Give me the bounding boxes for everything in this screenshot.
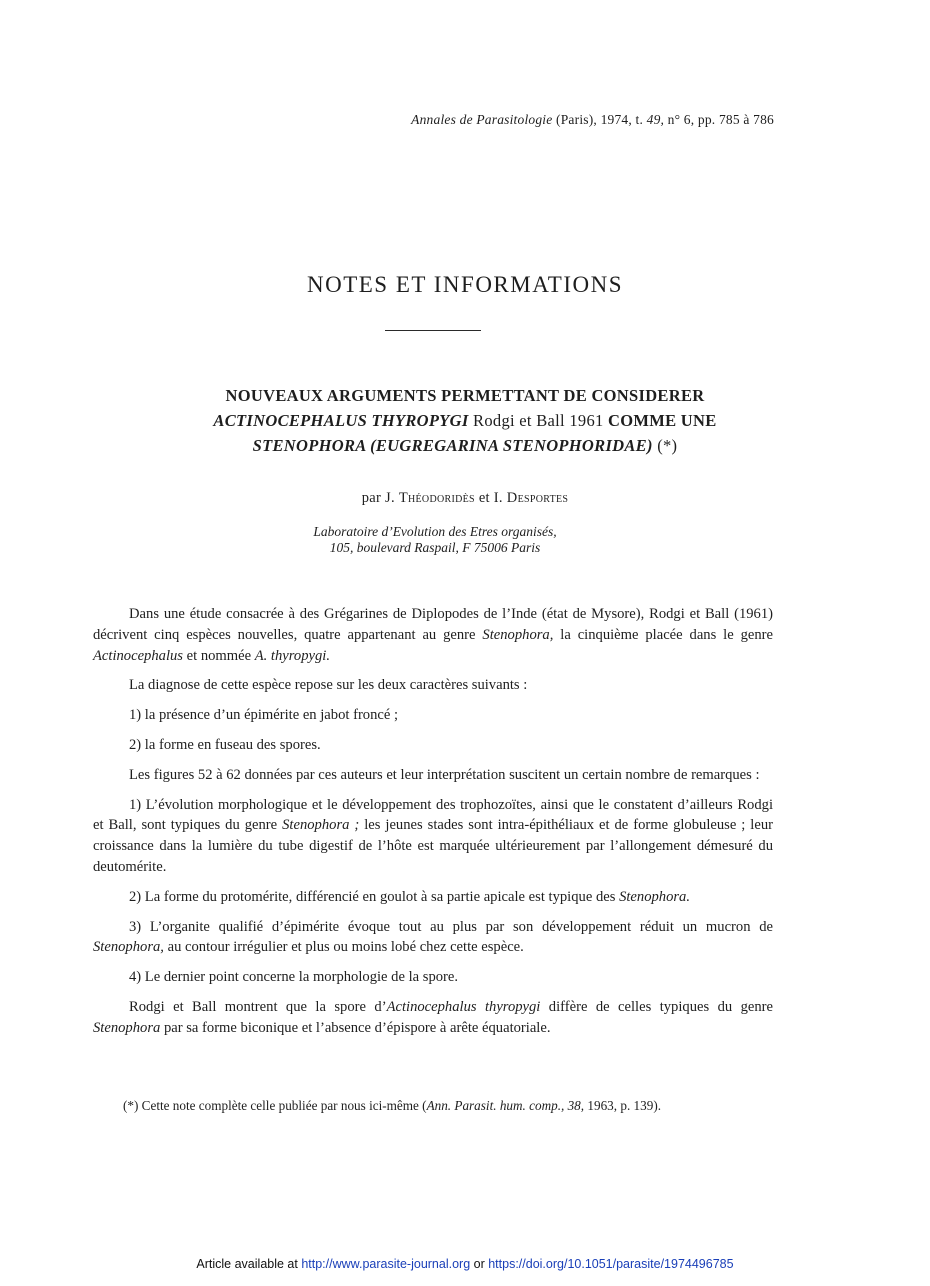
footnote <box>93 1098 773 1114</box>
availability-footer <box>0 1257 930 1271</box>
title-authority: Rodgi et Ball 1961 <box>468 411 608 430</box>
affiliation-line-1: Laboratoire d’Evolution des Etres organisés, <box>313 524 557 539</box>
journal-website-link[interactable]: http://www.parasite-journal.org <box>301 1257 471 1271</box>
paragraph-6 <box>93 795 773 878</box>
paragraph-1 <box>93 604 773 666</box>
journal-details-b: n° 6, pp. 785 à 786 <box>664 112 774 127</box>
p10-genus: Stenophora <box>93 1019 161 1036</box>
p1-text-a: Dans une étude consacrée à des Grégarines de Diplopodes de l’Inde (état de Mysore), Rodgi et Ball (1961) décrivent cinq espèces nouvelles, quatre appartenant au genre <box>93 606 773 643</box>
section-title: NOTES ET INFORMATIONS <box>306 272 624 297</box>
title-tail: COMME UNE <box>607 411 717 430</box>
author-line <box>0 490 930 507</box>
p1-genus-stenophora: Stenophora, <box>482 626 554 643</box>
p7-text-a: 2) La forme du protomérite, différencié en goulot à sa partie apicale est typique des <box>129 888 620 905</box>
paragraph-4: 2) la forme en fuseau des spores. <box>129 736 321 753</box>
p1-genus-actinocephalus: Actinocephalus <box>93 647 183 664</box>
author-1: Théodoridès <box>398 490 475 506</box>
title-footnote-mark: (*) <box>652 436 678 455</box>
title-line-1: NOUVEAUX ARGUMENTS PERMETTANT DE CONSIDERER <box>225 386 705 405</box>
p10-text-a: Rodgi et Ball montrent que la spore d’ <box>129 998 387 1015</box>
p6-genus: Stenophora ; <box>282 817 360 834</box>
footer-prefix: Article available at <box>196 1257 302 1271</box>
p7-genus: Stenophora. <box>619 888 691 905</box>
affiliation <box>0 524 870 556</box>
section-divider <box>385 330 481 331</box>
p1-text-e: et nommée <box>182 647 255 664</box>
author-2: Desportes <box>506 490 569 506</box>
journal-volume: 49, <box>646 112 665 127</box>
authors-connector: et I. <box>474 490 507 506</box>
p8-text-c: au contour irrégulier et plus ou moins lobé chez cette espèce. <box>163 939 524 956</box>
footnote-text-c: 1963, p. 139). <box>584 1098 662 1113</box>
p8-text-a: 3) L’organite qualifié d’épimérite évoque tout au plus par son développement réduit un mucron de <box>129 918 773 935</box>
paragraph-10 <box>93 997 773 1039</box>
title-line-2 <box>0 408 930 433</box>
title-genus: ACTINOCEPHALUS THYROPYGI <box>213 411 469 430</box>
paragraph-2: La diagnose de cette espèce repose sur les deux caractères suivants : <box>129 677 528 694</box>
footer-middle: or <box>470 1257 489 1271</box>
p1-text-c: la cinquième placée dans le genre <box>553 626 773 643</box>
p10-text-e: par sa forme biconique et l’absence d’épispore à arête équatoriale. <box>160 1019 551 1036</box>
doi-link[interactable]: https://doi.org/10.1051/parasite/1974496785 <box>488 1257 734 1271</box>
title-line-3 <box>0 433 930 458</box>
paragraph-3: 1) la présence d’un épimérite en jabot froncé ; <box>129 707 399 724</box>
paragraph-5: Les figures 52 à 62 données par ces auteurs et leur interprétation suscitent un certain nombre de remarques : <box>129 766 760 783</box>
article-title <box>0 383 930 458</box>
p6-text-c: les jeunes stades sont intra-épithéliaux et de forme globuleuse ; leur croissance dans la lumière du tube digestif de l’hôte est marquée ultérieurement par l’allongement démesuré du deutomérite. <box>93 817 773 875</box>
authors-prefix: par J. <box>361 490 399 506</box>
paragraph-7 <box>93 887 773 908</box>
title-taxon: STENOPHORA (EUGREGARINA STENOPHORIDAE) <box>252 436 653 455</box>
article-body <box>93 604 773 1048</box>
paragraph-8 <box>93 917 773 959</box>
journal-details-a: (Paris), 1974, t. <box>552 112 647 127</box>
journal-header <box>411 112 774 128</box>
p10-text-c: diffère de celles typiques du genre <box>540 998 773 1015</box>
journal-name: Annales de Parasitologie <box>411 112 553 127</box>
p8-genus: Stenophora, <box>93 939 164 956</box>
footnote-citation: Ann. Parasit. hum. comp., 38, <box>426 1098 585 1113</box>
footnote-text-a: (*) Cette note complète celle publiée par nous ici-même ( <box>123 1098 427 1113</box>
p1-species: A. thyropygi. <box>254 647 330 664</box>
p10-species: Actinocephalus thyropygi <box>386 998 541 1015</box>
affiliation-line-2: 105, boulevard Raspail, F 75006 Paris <box>329 540 541 555</box>
p6-text-a: 1) L’évolution morphologique et le développement des trophozoïtes, ainsi que le constatent d’ailleurs Rodgi et Ball, sont typiques du genre <box>93 796 773 834</box>
paragraph-9: 4) Le dernier point concerne la morphologie de la spore. <box>129 969 459 986</box>
